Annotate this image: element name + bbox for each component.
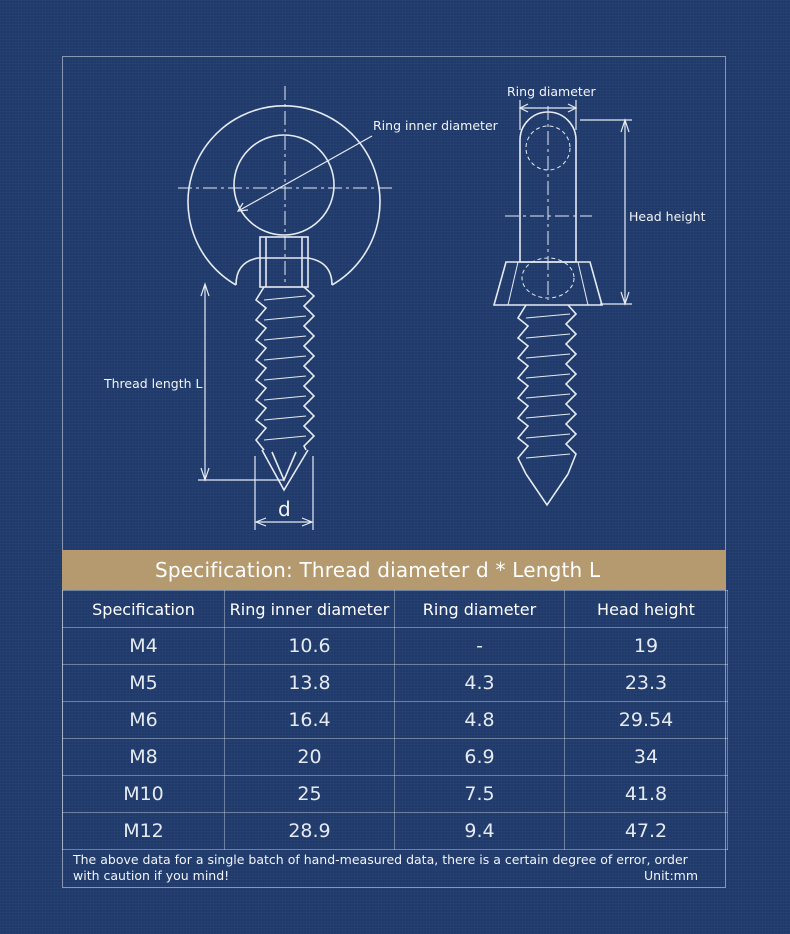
cell-ring-inner: 16.4 [225, 702, 395, 739]
cell-ring-dia: 4.3 [395, 665, 565, 702]
cell-ring-dia: - [395, 628, 565, 665]
cell-ring-inner: 13.8 [225, 665, 395, 702]
cell-head-height: 23.3 [565, 665, 728, 702]
cell-spec: M10 [63, 776, 225, 813]
side-thread-left [518, 305, 528, 474]
cell-ring-inner: 20 [225, 739, 395, 776]
cell-head-height: 34 [565, 739, 728, 776]
ring-neck [236, 258, 332, 285]
cell-spec: M6 [63, 702, 225, 739]
table-header-row [63, 591, 728, 628]
cell-ring-inner: 28.9 [225, 813, 395, 850]
cell-head-height: 41.8 [565, 776, 728, 813]
table-row [63, 628, 728, 665]
table-row [63, 776, 728, 813]
thread-length-label: Thread length L [104, 376, 203, 391]
screw-tip [262, 450, 308, 490]
ring-diameter-label: Ring diameter [507, 84, 596, 99]
cell-ring-dia: 4.8 [395, 702, 565, 739]
side-thread-right [566, 305, 576, 474]
cell-spec: M8 [63, 739, 225, 776]
table-row [63, 702, 728, 739]
cell-head-height: 47.2 [565, 813, 728, 850]
header-head-height: Head height [565, 591, 728, 628]
cell-ring-inner: 25 [225, 776, 395, 813]
spec-banner-title: Specification: Thread diameter d * Length L [155, 558, 601, 582]
side-view [494, 100, 632, 505]
cell-head-height: 29.54 [565, 702, 728, 739]
unit-label: Unit:mm [644, 868, 699, 883]
spec-table [62, 590, 728, 850]
d-label: d [278, 497, 291, 521]
header-ring-diameter: Ring diameter [395, 591, 565, 628]
spec-banner [62, 550, 726, 590]
side-tip [526, 474, 568, 505]
collar [260, 237, 308, 287]
cell-spec: M5 [63, 665, 225, 702]
header-specification: Specification [63, 591, 225, 628]
head-height-label: Head height [629, 209, 706, 224]
ring-inner-diameter-label: Ring inner diameter [373, 118, 498, 133]
cell-ring-inner: 10.6 [225, 628, 395, 665]
table-row [63, 739, 728, 776]
cell-head-height: 19 [565, 628, 728, 665]
header-ring-inner-diameter: Ring inner diameter [225, 591, 395, 628]
cell-ring-dia: 6.9 [395, 739, 565, 776]
thread-left [256, 287, 266, 450]
front-view [178, 86, 392, 530]
cell-ring-dia: 9.4 [395, 813, 565, 850]
table-row [63, 813, 728, 850]
table-row [63, 665, 728, 702]
disclaimer-note: The above data for a single batch of hand-measured data, there is a certain degree of error, order with caution if you mind! [73, 852, 688, 883]
cell-ring-dia: 7.5 [395, 776, 565, 813]
thread-right [304, 287, 314, 450]
cell-spec: M12 [63, 813, 225, 850]
cell-spec: M4 [63, 628, 225, 665]
